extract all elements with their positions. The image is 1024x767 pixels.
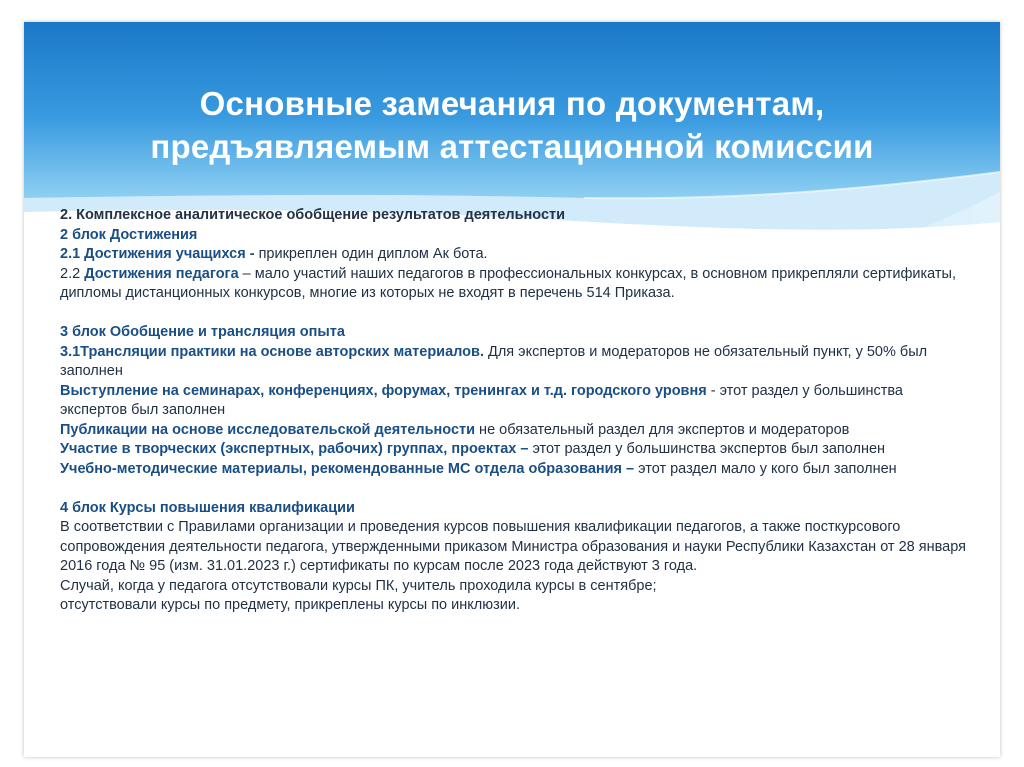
slide-title <box>64 82 960 168</box>
item-2-1-label: 2.1 Достижения учащихся - <box>60 246 259 262</box>
block-3-heading: 3 блок Обобщение и трансляция опыта <box>60 324 345 340</box>
item-methods-label: Учебно-методические материалы, рекомендованные МС отдела образования – <box>60 460 635 477</box>
item-2-2-text: – мало участий наших педагогов в профессиональных конкурсах, в основном прикрепляли сертификаты, дипломы дистанционных конкурсов, многие из которых не входят в перечень 514 Приказа. <box>60 265 957 301</box>
block-2-heading: 2 блок Достижения <box>60 226 198 243</box>
item-3-1-text: Для экспертов и модераторов не обязательный пункт, у 50% был заполнен <box>60 343 928 379</box>
block-4-paragraph-3: отсутствовали курсы по предмету, прикреплены курсы по инклюзии. <box>60 597 520 613</box>
item-publications-text: не обязательный раздел для экспертов и модераторов <box>475 421 850 438</box>
item-2-2-prefix: 2.2 <box>60 265 85 282</box>
item-seminars-label: Выступление на семинарах, конференциях, форумах, тренингах и т.д. городского уровня <box>60 382 707 399</box>
item-3-1-label: 3.1Трансляции практики на основе авторских материалов. <box>60 343 484 360</box>
item-2-2 <box>60 265 970 304</box>
item-methods <box>60 460 970 480</box>
item-seminars <box>60 382 970 421</box>
item-methods-text: этот раздел мало у кого был заполнен <box>634 460 897 477</box>
slide <box>24 22 1000 757</box>
item-2-1-text: прикреплен один диплом Ак бота. <box>258 246 488 262</box>
item-groups <box>60 440 970 460</box>
item-publications-label: Публикации на основе исследовательской деятельности <box>60 421 476 438</box>
section-2-heading: 2. Комплексное аналитическое обобщение результатов деятельности <box>60 207 566 223</box>
block-4-paragraph-1: В соответствии с Правилами организации и проведения курсов повышения квалификации педагогов, а также посткурсового сопровождения деятельности педагога, утвержденными приказом Министра образования и науки Республики Казахстан от 28 января 2016 года № 95 (изм. 31.01.2023 г.) сертификаты по курсам после 2023 года действуют 3 года. <box>60 519 966 574</box>
item-publications <box>60 421 970 441</box>
item-groups-text: этот раздел у большинства экспертов был заполнен <box>528 441 886 457</box>
item-groups-label: Участие в творческих (экспертных, рабочих) группах, проектах – <box>60 441 529 457</box>
title-line-1: Основные замечания по документам, <box>199 85 825 122</box>
item-3-1 <box>60 343 970 382</box>
title-line-2: предъявляемым аттестационной комиссии <box>150 128 874 165</box>
item-seminars-text: - этот раздел у большинства экспертов был заполнен <box>60 382 903 418</box>
block-4-heading: 4 блок Курсы повышения квалификации <box>60 499 355 516</box>
block-4-paragraph-2: Случай, когда у педагога отсутствовали курсы ПК, учитель проходила курсы в сентябре; <box>60 577 657 594</box>
item-2-1 <box>60 245 970 265</box>
slide-content <box>60 206 970 616</box>
item-2-2-label: Достижения педагога <box>84 265 239 282</box>
